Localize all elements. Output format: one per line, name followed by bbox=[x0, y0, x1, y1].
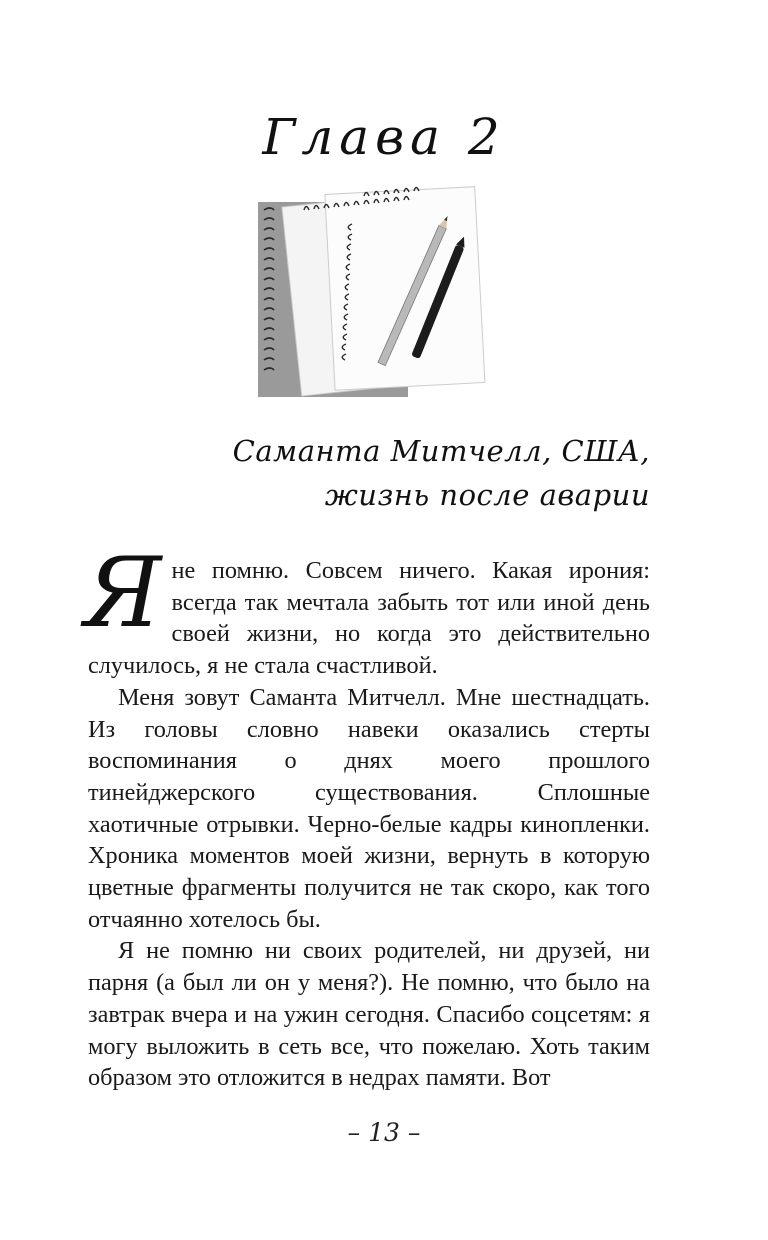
subtitle-line-2: жизнь после аварии bbox=[324, 478, 650, 512]
subtitle-line-1: Саманта Митчелл, США, bbox=[232, 434, 650, 468]
drop-cap: Я bbox=[84, 537, 162, 649]
paragraph-1 bbox=[84, 537, 650, 682]
paragraph-3: Я не помню ни своих родителей, ни друзей, ни парня (а был ли он у меня?). Не помню, что было на завтрак вчера и на ужин сегодня. Спасибо соцсетям: я могу выложить в сеть все, что пожелаю. Хоть таким образом это отложится в недрах памяти. Вот bbox=[88, 937, 650, 1092]
notebooks-with-pencil-and-pen-icon bbox=[244, 180, 494, 405]
paragraph-2: Меня зовут Саманта Митчелл. Мне шестнадцать. Из головы словно навеки оказались стерты воспоминания о днях моего прошлого тинейджерского существования. Сплошные хаотичные отрывки. Черно-белые кадры кинопленки. Хроника моментов моей жизни, вернуть в которую цветные фрагменты получится не так скоро, как того отчаянно хотелось бы. bbox=[88, 683, 650, 933]
page-number: – 13 – bbox=[347, 1118, 421, 1147]
paragraph-1-text: не помню. Совсем ничего. Какая ирония: всегда так мечтала забыть тот или иной день своей жизни, но когда это действительно случилось, я не стала счастливой. bbox=[88, 557, 650, 680]
body-text bbox=[84, 537, 650, 1094]
chapter-title: Глава 2 bbox=[262, 108, 506, 166]
